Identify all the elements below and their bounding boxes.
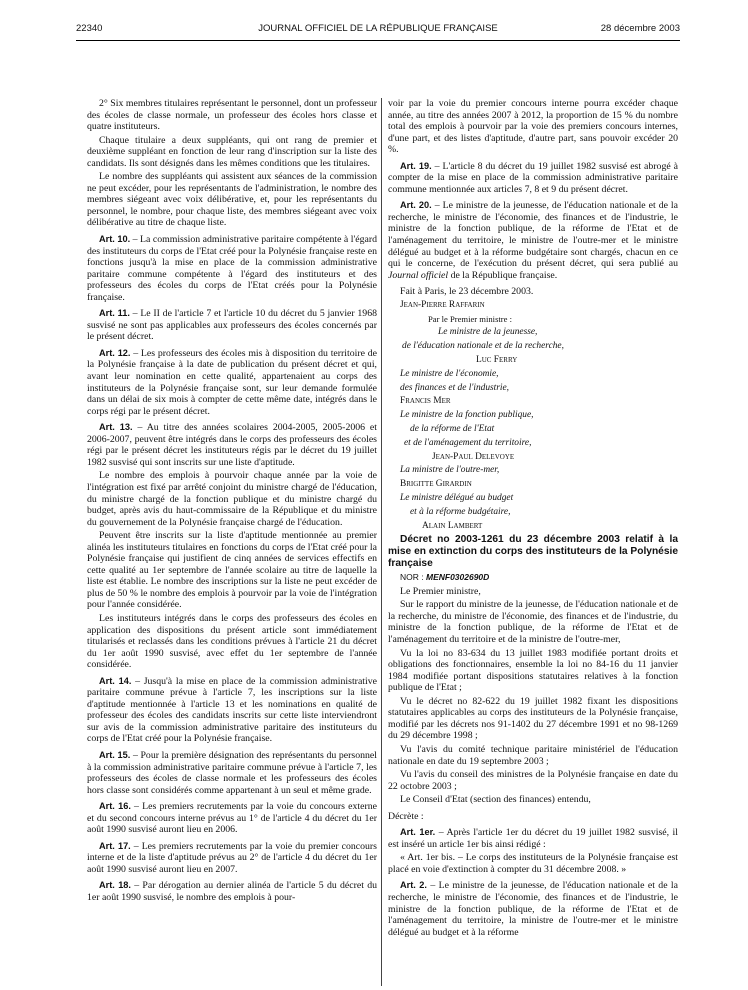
article-label: Art. 2.: [400, 880, 427, 891]
article-14: [87, 676, 377, 745]
article-text: – La commission administrative paritaire compétente à l'égard des instituteurs du corps de l'Etat créé pour la Polynésie française reste en fonctions jusqu'à la mise en place de la commission administrative paritaire commune compétente à l'égard des instituteurs et des professeurs des écoles du corps de l'Etat créés pour la Polynésie française.: [87, 234, 377, 303]
article-label: Art. 12.: [99, 347, 131, 358]
article-label: Art. 15.: [99, 749, 131, 760]
article-11: [87, 308, 377, 343]
article-label: Art. 14.: [99, 675, 132, 686]
paragraph: Vu l'avis du comité technique paritaire ministériel de l'éducation nationale en date du 19 septembre 2003 ;: [388, 743, 678, 767]
par-premier-ministre: Par le Premier ministre :: [428, 313, 513, 324]
fait-line: Fait à Paris, le 23 décembre 2003.: [400, 286, 534, 298]
paragraph: Le Premier ministre,: [400, 585, 481, 597]
article-1: [388, 827, 678, 850]
paragraph: Vu l'avis du conseil des ministres de la Polynésie française en date du 22 octobre 2003 ;: [388, 769, 678, 792]
paragraph: Sur le rapport du ministre de la jeunesse, de l'éducation nationale et de la recherche, du ministre de l'économie, des finances et de l'industrie, du ministre de la fonction publique, de la réforme de l'Etat et de l'aménagement du territoire et de la ministre de l'outre-mer,: [388, 599, 678, 646]
article-label: Art. 16.: [99, 801, 131, 812]
article-20: [388, 200, 678, 281]
nor-code: MENF0302690D: [425, 572, 490, 583]
article-text: – L'article 8 du décret du 19 juillet 1982 susvisé est abrogé à compter de la mise en place de la commission administrative paritaire commune mentionnée aux articles 7, 8 et 9 du présent décret.: [388, 160, 678, 195]
signature-economy: Francis Mer: [400, 396, 451, 407]
minister-title: de l'éducation nationale et de la recherche,: [402, 341, 564, 352]
article-text: – Les premiers recrutements par la voie du premier concours interne et de la liste d'aptitude prévus au 2° de l'article 4 du décret du 1er août 1990 susvisé auront lieu en 2007.: [87, 840, 377, 875]
article-13: [87, 422, 377, 468]
decree-title: Décret no 2003-1261 du 23 décembre 2003 relatif à la mise en extinction du corps des instituteurs de la Polynésie française: [388, 534, 678, 570]
column-divider: [381, 98, 382, 986]
signature-budget: Alain Lambert: [422, 520, 483, 531]
article-label: Art. 20.: [400, 200, 432, 211]
paragraph: Le Conseil d'Etat (section des finances) entendu,: [400, 794, 591, 806]
signature-prime-minister: Jean-Pierre Raffarin: [400, 299, 485, 310]
article-text: – Par dérogation au dernier alinéa de l'article 5 du décret du 1er août 1990 susvisé, le nombre des emplois à pour-: [87, 880, 377, 903]
minister-title: des finances et de l'industrie,: [400, 382, 510, 393]
article-12: [87, 348, 377, 417]
article-text: – Les premiers recrutements par la voie du concours externe et du second concours interne prévus au 1° de l'article 4 du décret du 1er août 1990 susvisé auront lieu en 2006.: [87, 801, 377, 836]
nor-label: NOR :: [400, 572, 426, 583]
page-number: 22340: [76, 23, 103, 34]
journal-title: JOURNAL OFFICIEL DE LA RÉPUBLIQUE FRANÇAISE: [258, 23, 498, 34]
article-label: Art. 1er.: [400, 827, 436, 838]
paragraph: 2° Six membres titulaires représentant le personnel, dont un professeur des écoles de classe normale, un professeur des écoles hors classe et quatre instituteurs.: [87, 98, 377, 133]
article-label: Art. 10.: [99, 234, 131, 245]
article-text: – Au titre des années scolaires 2004-2005, 2005-2006 et 2006-2007, peuvent être intégrés dans le corps des professeurs des écoles régi par le présent décret les instituteurs régis par le décret du 19 juillet 1982 susvisé qui sont inscrits sur une liste d'aptitude.: [87, 422, 377, 468]
article-text: de la République française.: [448, 269, 558, 281]
article-19: [388, 161, 678, 196]
journal-name: Journal officiel: [388, 269, 449, 281]
article-text: – Le II de l'article 7 et l'article 10 du décret du 5 janvier 1968 susvisé ne sont pas applicables aux professeurs des écoles concernés par le présent décret.: [87, 308, 378, 343]
left-column: [87, 98, 377, 906]
article-text: – Le ministre de la jeunesse, de l'éducation nationale et de la recherche, le ministre de l'économie, des finances et de l'industrie, le ministre de la fonction publique, de la réforme de l'Etat et de l'aménagement du territoire, la ministre de l'outre-mer et le ministre délégué au budget et à la réforme: [388, 880, 678, 938]
article-label: Art. 18.: [99, 880, 131, 891]
paragraph: Le nombre des emplois à pourvoir chaque année par la voie de l'intégration est fixé par arrêté conjoint du ministre chargé de l'éducation, du ministre chargé de la fonction publique et du ministre chargé du budget, après avis du haut-commissaire de la République et du ministre du gouvernement de la Polynésie française chargé de l'éducation.: [87, 470, 377, 528]
article-2: [388, 880, 678, 938]
minister-title: Le ministre de l'économie,: [400, 368, 499, 379]
paragraph: Peuvent être inscrits sur la liste d'aptitude mentionnée au premier alinéa les instituteurs titulaires en fonctions du corps de l'Etat créé pour la Polynésie française qui justifient de cinq années de services effectifs en cette qualité au 1er septembre de l'année scolaire au titre de laquelle la liste est établie. Le nombre des inscriptions sur la liste ne peut excéder de plus de 50 % le nombre des emplois à pourvoir par la voie de l'intégration pour l'année considérée.: [87, 530, 377, 611]
article-16: [87, 801, 377, 836]
signature-public-service: Jean-Paul Delevoye: [432, 451, 515, 462]
nor-reference: [388, 572, 678, 584]
article-text: – Le ministre de la jeunesse, de l'éducation nationale et de la recherche, le ministre de l'économie, des finances et de l'industrie, le ministre de la fonction publique, de la réforme de l'Etat et de l'aménagement du territoire, le ministre de l'outre-mer et le ministre délégué au budget et à la réforme budgétaire sont chargés, chacun en ce qui le concerne, de l'exécution du présent décret, qui sera publié au: [388, 200, 679, 270]
paragraph: voir par la voie du premier concours interne pourra excéder chaque année, au titre des années 2007 à 2012, la proportion de 15 % du nombre total des emplois à pourvoir par la voie des premiers concours internes, d'une part, et des listes d'aptitude, d'autre part, sans pouvoir excéder 20 %.: [388, 98, 678, 156]
header-rule: [76, 40, 680, 41]
article-18: [87, 880, 377, 903]
page-header: [76, 23, 680, 37]
paragraph: Chaque titulaire a deux suppléants, qui ont rang de premier et deuxième suppléant en fonction de leur rang d'inscription sur la liste des candidats. Ils sont désignés dans les mêmes conditions que les titulaires.: [87, 134, 377, 169]
minister-title: et de l'aménagement du territoire,: [404, 437, 532, 448]
paragraph: Vu la loi no 83-634 du 13 juillet 1983 modifiée portant droits et obligations des fonctionnaires, ensemble la loi no 84-16 du 11 janvier 1984 modifiée portant dispositions statutaires relatives à la fonction publique de l'Etat ;: [388, 647, 678, 694]
quoted-article: « Art. 1er bis. – Le corps des instituteurs de la Polynésie française est placé en voie d'extinction à compter du 31 décembre 2008. »: [388, 852, 678, 875]
paragraph: Le nombre des suppléants qui assistent aux séances de la commission ne peut excéder, pour les représentants de l'administration, le nombre des membres siégeant avec voix délibérative, et, pour les représentants du personnel, le nombre, pour chaque liste, des membres siégeant avec voix délibérative au titre de chaque liste.: [87, 171, 377, 229]
article-label: Art. 17.: [99, 840, 131, 851]
signature-overseas: Brigitte Girardin: [400, 479, 472, 490]
publication-date: 28 décembre 2003: [600, 23, 680, 34]
minister-title: La ministre de l'outre-mer,: [400, 465, 500, 476]
article-text: – Pour la première désignation des représentants du personnel à la commission administrative paritaire commune prévue à l'article 7, les professeurs des écoles de classe normale et les professeurs des écoles hors classe sont considérés comme appartenant à un seul et même grade.: [87, 749, 377, 796]
article-17: [87, 841, 377, 876]
minister-title: et à la réforme budgétaire,: [410, 506, 511, 517]
article-text: – Les professeurs des écoles mis à disposition du territoire de la Polynésie française à la date de publication du présent décret et qui, avant leur nomination en cette qualité, appartenaient au corps des instituteurs de la Polynésie française sont, sur leur demande formulée dans un délai de six mois à compter de cette même date, intégrés dans le corps régi par le présent décret.: [87, 347, 377, 417]
article-15: [87, 750, 377, 796]
minister-title: de la réforme de l'Etat: [410, 423, 495, 434]
minister-title: Le ministre de la jeunesse,: [438, 327, 538, 338]
right-column: [388, 98, 678, 940]
article-label: Art. 19.: [400, 160, 432, 171]
minister-title: Le ministre délégué au budget: [400, 492, 514, 503]
article-label: Art. 13.: [99, 422, 133, 433]
decrete: Décrète :: [388, 810, 424, 822]
article-text: – Jusqu'à la mise en place de la commission administrative paritaire commune prévue à l'article 7, les inscriptions sur la liste d'aptitude mentionnée à l'article 13 et les nominations en qualité de professeur des écoles des candidats inscrits sur cette liste interviendront sur avis de la commission administrative paritaire des instituteurs du corps de l'Etat créé pour la Polynésie française.: [87, 675, 377, 745]
article-text: – Après l'article 1er du décret du 19 juillet 1982 susvisé, il est inséré un article 1er bis ainsi rédigé :: [388, 827, 678, 850]
article-label: Art. 11.: [99, 308, 130, 319]
signature-education: Luc Ferry: [476, 354, 518, 365]
paragraph: Les instituteurs intégrés dans le corps des professeurs des écoles en application des dispositions du présent article sont immédiatement titularisés et reclassés dans les conditions prévues à l'article 21 du décret du 1er août 1990 susvisé, avec effet du 1er septembre de l'année considérée.: [87, 612, 377, 671]
paragraph: Vu le décret no 82-622 du 19 juillet 1982 fixant les dispositions statutaires applicables au corps des instituteurs de la Polynésie française, modifié par les décrets nos 91-1402 du 27 décembre 1991 et no 98-1269 du 29 décembre 1998 ;: [388, 695, 678, 742]
article-10: [87, 234, 377, 303]
minister-title: Le ministre de la fonction publique,: [400, 410, 534, 421]
